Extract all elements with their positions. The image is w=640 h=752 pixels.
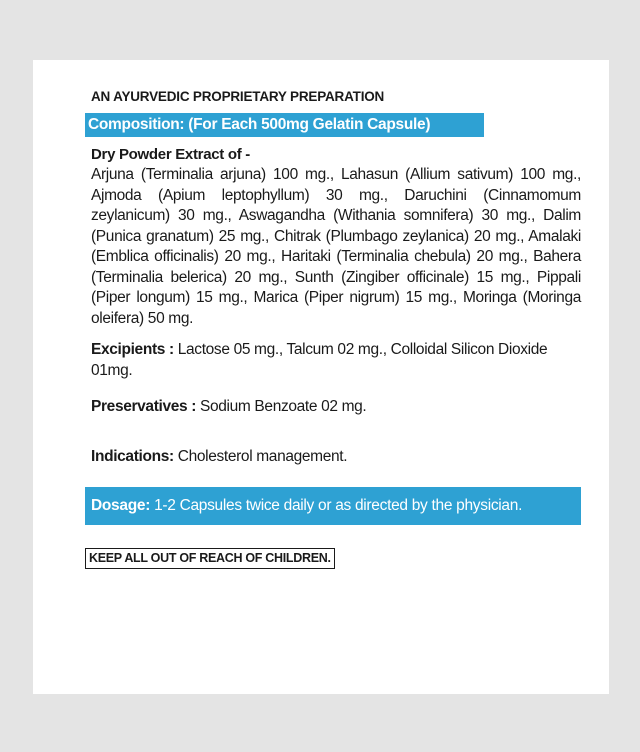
children-warning: KEEP ALL OUT OF REACH OF CHILDREN. bbox=[85, 548, 335, 569]
indications-label: Indications: bbox=[91, 448, 174, 465]
preparation-heading: AN AYURVEDIC PROPRIETARY PREPARATION bbox=[91, 89, 385, 104]
preservatives-label: Preservatives : bbox=[91, 398, 197, 415]
excipients-text: Lactose 05 mg., Talcum 02 mg., Colloidal Silicon Dioxide 01mg. bbox=[91, 341, 548, 379]
composition-band: Composition: (For Each 500mg Gelatin Capsule) bbox=[85, 113, 484, 137]
excipients-section bbox=[91, 339, 581, 381]
dosage-label: Dosage: bbox=[91, 497, 151, 514]
excipients-label: Excipients : bbox=[91, 341, 174, 358]
preservatives-text: Sodium Benzoate 02 mg. bbox=[196, 398, 367, 415]
label-content bbox=[88, 89, 591, 569]
dosage-box bbox=[85, 487, 581, 525]
preservatives-section bbox=[91, 396, 581, 417]
dosage-text: 1-2 Capsules twice daily or as directed by the physician. bbox=[150, 497, 523, 514]
indications-text: Cholesterol management. bbox=[173, 448, 348, 465]
dry-powder-title: Dry Powder Extract of - bbox=[91, 146, 250, 163]
product-label bbox=[33, 60, 609, 694]
indications-section bbox=[91, 446, 581, 467]
ingredients-paragraph: Arjuna (Terminalia arjuna) 100 mg., Lahasun (Allium sativum) 100 mg., Ajmoda (Apium leptophyllum) 30 mg., Daruchini (Cinnamomum zeylanicum) 30 mg., Aswagandha (Withania somnifera) 30 mg., Dalim (Punica granatum) 25 mg., Chitrak (Plumbago zeylanica) 20 mg., Amalaki (Emblica officinalis) 20 mg., Haritaki (Terminalia chebula) 20 mg., Bahera (Terminalia belerica) 20 mg., Sunth (Zingiber officinale) 15 mg., Pippali (Piper longum) 15 mg., Marica (Piper nigrum) 15 mg., Moringa (Moringa oleifera) 50 mg. bbox=[91, 166, 581, 327]
